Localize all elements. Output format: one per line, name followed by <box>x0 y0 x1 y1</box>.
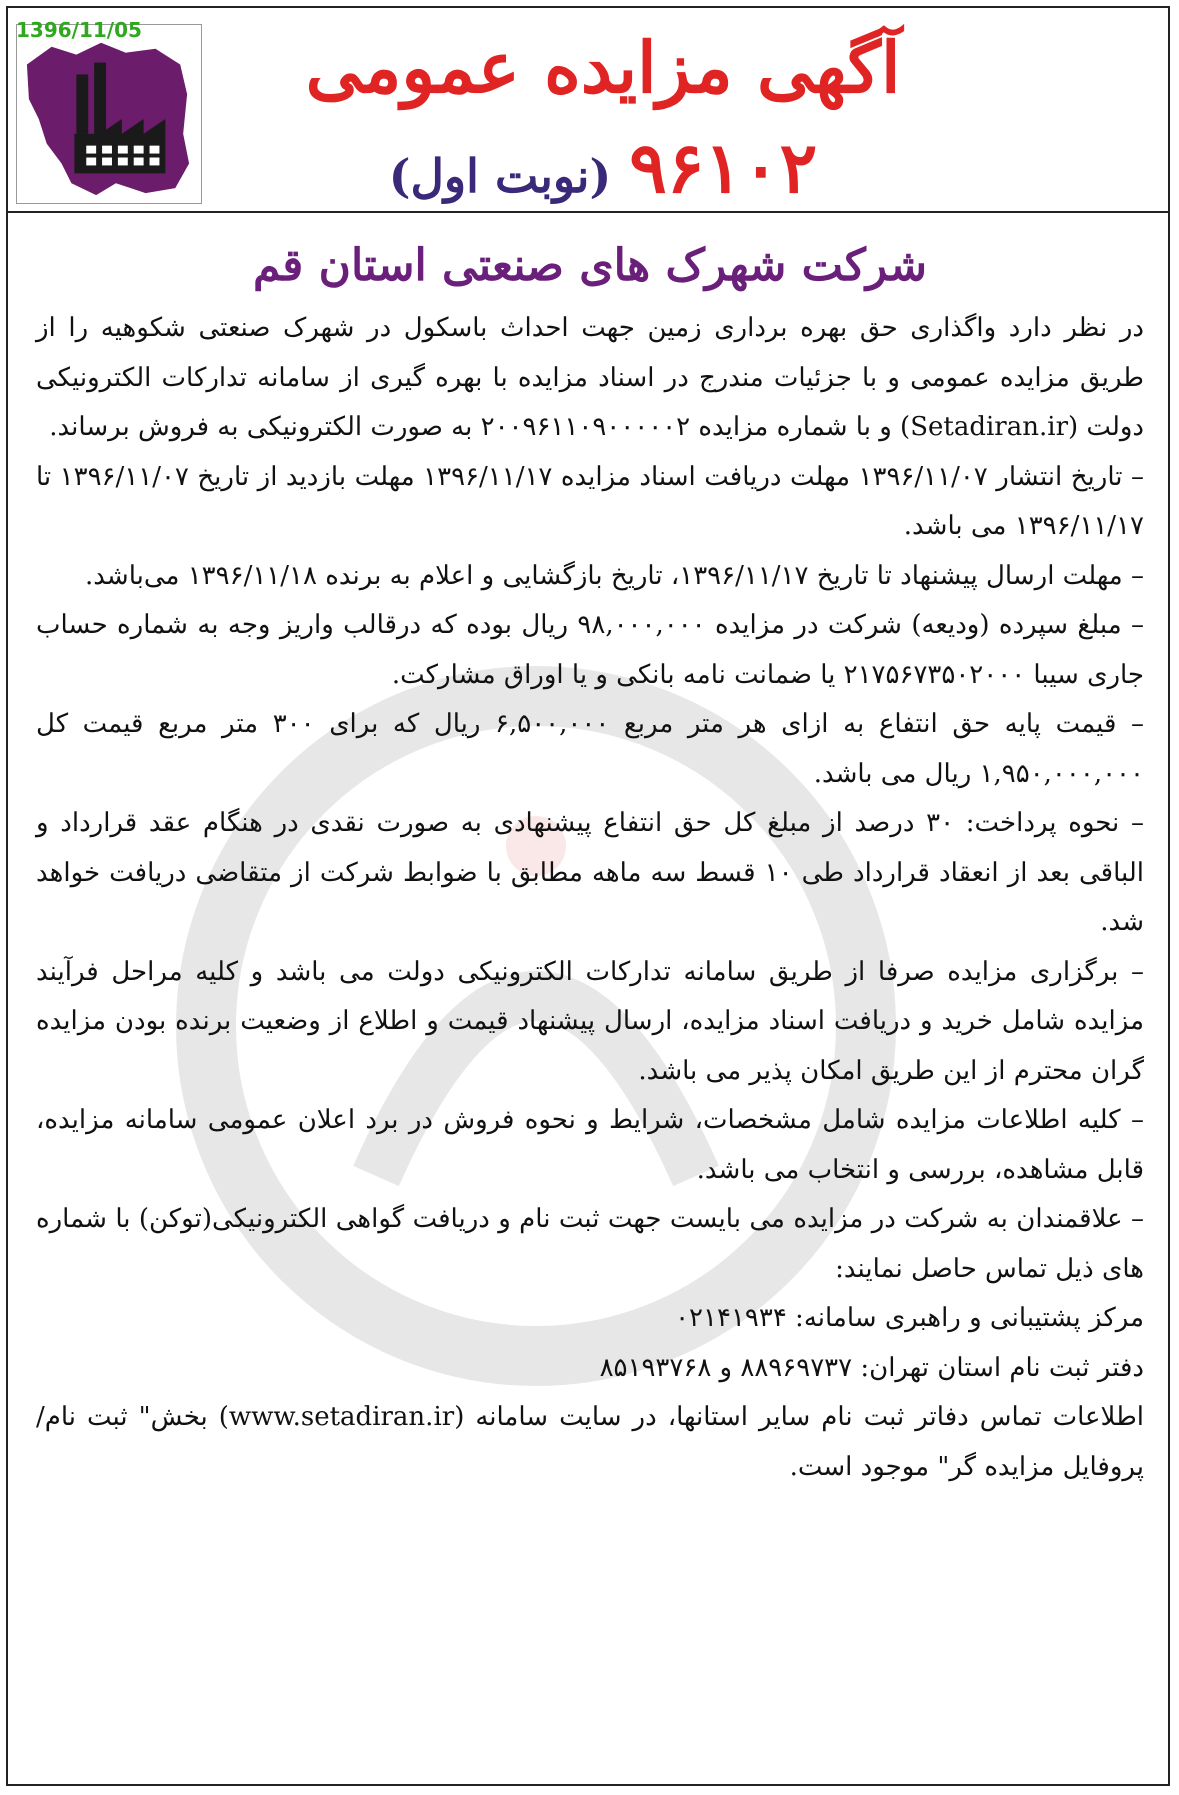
company-name: شرکت شهرک های صنعتی استان قم <box>253 240 927 291</box>
deposit-paragraph: – مبلغ سپرده (ودیعه) شرکت در مزایده ۹۸,۰۰۰,۰۰۰ ریال بوده که درقالب واریز وجه به شماره حساب جاری سیبا ۲۱۷۵۶۷۳۵۰۲۰۰۰ یا ضمانت نامه بانکی و یا اوراق مشارکت. <box>36 610 1145 690</box>
company-logo <box>16 24 202 204</box>
ad-title: آگهی مزایده عمومی <box>305 26 901 109</box>
advertisement-frame <box>6 6 1170 1786</box>
other-provinces-paragraph: اطلاعات تماس دفاتر ثبت نام سایر استانها، در سایت سامانه (www.setadiran.ir) بخش" ثبت نام/پروفایل مزایده گر" موجود است. <box>36 1402 1144 1482</box>
auction-number: ۹۶۱۰۲ <box>629 126 818 209</box>
support-center-line: مرکز پشتیبانی و راهبری سامانه: ۰۲۱۴۱۹۳۴ <box>675 1303 1144 1333</box>
auction-info-paragraph: – کلیه اطلاعات مزایده شامل مشخصات، شرایط و نحوه فروش در برد اعلان عمومی سامانه مزایده، قابل مشاهده، بررسی و انتخاب می باشد. <box>36 1105 1144 1185</box>
iran-map-factory-logo <box>17 25 201 203</box>
publication-round: (نوبت اول) <box>388 149 612 203</box>
header <box>8 8 1168 213</box>
dates-paragraph: – تاریخ انتشار ۱۳۹۶/۱۱/۰۷ مهلت دریافت اسناد مزایده ۱۳۹۶/۱۱/۱۷ مهلت بازدید از تاریخ ۱۳۹۶/۱۱/۰۷ تا ۱۳۹۶/۱۱/۱۷ می باشد. <box>36 461 1144 541</box>
deadline-paragraph: – مهلت ارسال پیشنهاد تا تاریخ ۱۳۹۶/۱۱/۱۷، تاریخ بازگشایی و اعلام به برنده ۱۳۹۶/۱۱/۱۸ می‌باشد. <box>85 560 1144 591</box>
base-price-paragraph: – قیمت پایه حق انتفاع به ازای هر متر مربع ۶,۵۰۰,۰۰۰ ریال که برای ۳۰۰ متر مربع قیمت کل ۱,۹۵۰,۰۰۰,۰۰۰ ریال می باشد. <box>36 709 1144 789</box>
auction-subtitle <box>338 126 868 214</box>
payment-method-paragraph: – نحوه پرداخت: ۳۰ درصد از مبلغ کل حق انتفاع پیشنهادی به صورت نقدی در هنگام عقد قرارداد و الباقی بعد از انعقاد قرارداد طی ۱۰ قسط سه ماهه مطابق با ضوابط شرکت از متقاضی دریافت خواهد شد. <box>36 808 1144 937</box>
ad-body <box>36 236 1144 1766</box>
ad-content <box>36 304 1144 1492</box>
intro-paragraph: در نظر دارد واگذاری حق بهره برداری زمین جهت احداث باسکول در شهرک صنعتی شکوهیه را از طریق مزایده عمومی و با جزئیات مندرج در اسناد مزایده با بهره گیری از سامانه تدارکات الکترونیکی دولت (Setadiran.ir) و با شماره مزایده ۲۰۰۹۶۱۱۰۹۰۰۰۰۰۲ به صورت الکترونیکی به فروش برساند. <box>36 313 1144 442</box>
electronic-system-paragraph: – برگزاری مزایده صرفا از طریق سامانه تدارکات الکترونیکی دولت می باشد و کلیه مراحل فرآیند مزایده شامل خرید و دریافت اسناد مزایده، ارسال پیشنهاد قیمت و اطلاع از وضعیت برنده بودن مزایده گران محترم از این طریق امکان پذیر می باشد. <box>36 956 1144 1086</box>
registration-paragraph: – علاقمندان به شرکت در مزایده می بایست جهت ثبت نام و دریافت گواهی الکترونیکی(توکن) با شماره های ذیل تماس حاصل نمایند: <box>36 1204 1144 1284</box>
tehran-office-line: دفتر ثبت نام استان تهران: ۸۸۹۶۹۷۳۷ و ۸۵۱۹۳۷۶۸ <box>599 1352 1144 1383</box>
date-stamp: 1396/11/05 <box>16 18 142 42</box>
